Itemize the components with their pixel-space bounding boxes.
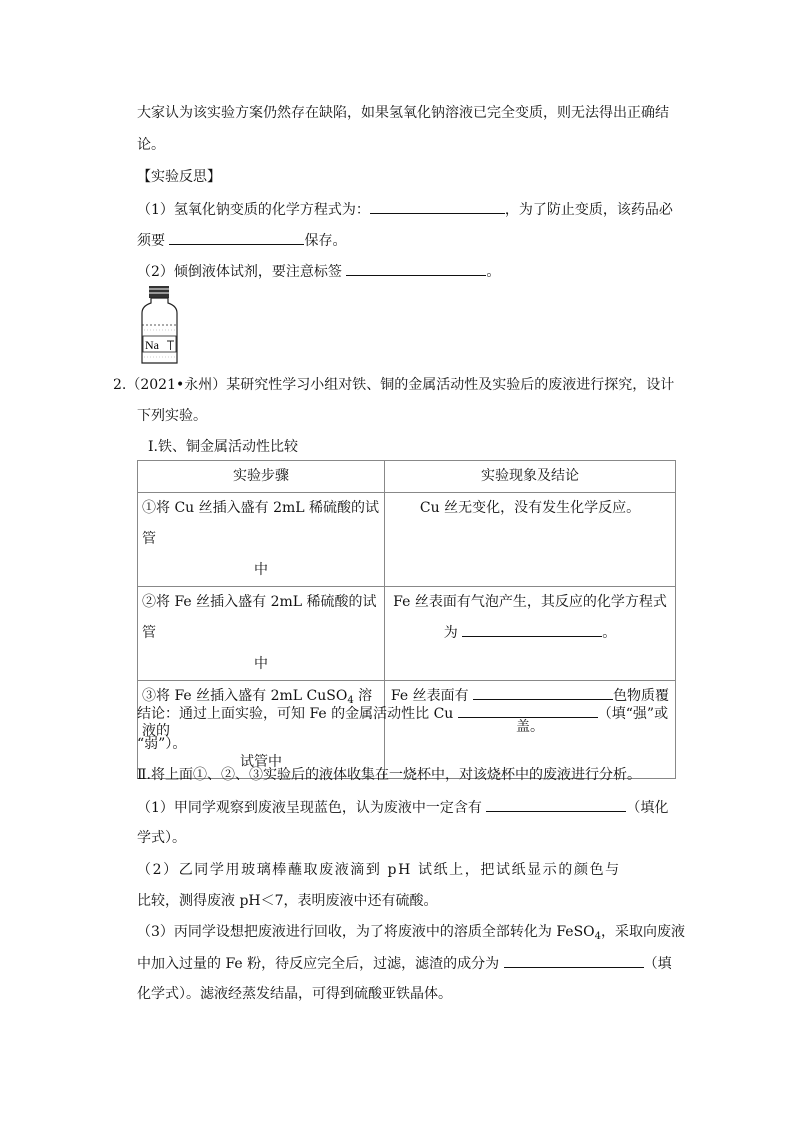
header-steps: 实验步骤 <box>138 461 385 493</box>
p2-line-2: 比较，测得废液 pH＜7，表明废液中还有硫酸。 <box>137 893 438 909</box>
p2-line-1: （2）乙同学用玻璃棒蘸取废液滴到 pH 试纸上，把试纸显示的颜色与 <box>137 862 621 878</box>
fe-equation-blank[interactable] <box>462 622 602 637</box>
p1-suffix: （填化 <box>626 800 669 816</box>
q1-prefix: （1）氢氧化钠变质的化学方程式为： <box>137 202 370 218</box>
q1-line2-prefix: 须要 <box>137 233 170 249</box>
row2-result-line-1: Fe 丝表面有气泡产生，其反应的化学方程式 <box>393 594 667 610</box>
row2-result-prefix: 为 <box>443 625 463 641</box>
p3-line2-suffix: （填 <box>643 956 672 972</box>
q2-intro-line-1: 2.（2021•永州）某研究性学习小组对铁、铜的金属活动性及实验后的废液进行探究，设计 <box>113 377 675 393</box>
row3-step <box>138 681 385 779</box>
table-row <box>138 493 676 587</box>
conclusion-line-2: “弱”）。 <box>137 736 187 752</box>
q1-middle: ，为了防止变质，该药品必 <box>504 202 673 218</box>
q2-label-blank[interactable] <box>346 261 486 276</box>
p3-line1-pre: （3）丙同学设想把废液进行回收，为了将废液中的溶质全部转化为 FeSO <box>137 924 595 940</box>
row3-result-prefix: Fe 丝表面有 <box>390 688 474 704</box>
reflection-q1-line-1 <box>137 199 673 220</box>
row3-step-line-2: 试管中 <box>240 754 282 770</box>
row1-step-line-1: ①将 Cu 丝插入盛有 2mL 稀硫酸的试管 <box>142 500 380 547</box>
reflection-header: 【实验反思】 <box>137 169 221 185</box>
row2-result <box>385 587 676 681</box>
p1-line-2: 学式）。 <box>137 830 186 846</box>
row1-step-line-2: 中 <box>254 562 268 578</box>
p3-residue-blank[interactable] <box>504 953 644 968</box>
row2-step-line-1: ②将 Fe 丝插入盛有 2mL 稀硫酸的试管 <box>142 594 377 641</box>
row3-step-pre: ③将 Fe 丝插入盛有 2mL CuSO <box>142 688 348 704</box>
reflection-q1-line-2 <box>137 230 346 251</box>
row3-step-subscript: 4 <box>347 695 354 706</box>
row2-step <box>138 587 385 681</box>
row3-result-line-2: 盖。 <box>516 719 544 735</box>
row3-result-suffix: 色物质覆 <box>613 688 670 704</box>
part-2-title: Ⅱ.将上面①、②、③实验后的液体收集在一烧杯中，对该烧杯中的废液进行分析。 <box>137 767 641 783</box>
q2-suffix: 。 <box>486 264 501 280</box>
row2-result-line-2 <box>389 618 671 649</box>
row1-result <box>385 493 676 587</box>
row3-result <box>385 681 676 779</box>
table-row <box>138 587 676 681</box>
experiment-table <box>137 460 676 779</box>
bottle-label-text: Na <box>145 338 159 352</box>
row3-step-post: 溶液的 <box>142 688 373 739</box>
bottle-body <box>142 298 177 363</box>
header-result: 实验现象及结论 <box>385 461 676 493</box>
reflection-q2 <box>137 261 500 282</box>
row2-result-suffix: 。 <box>602 625 617 641</box>
part-1-title: Ⅰ.铁、铜金属活动性比较 <box>148 439 298 455</box>
row2-step-line-2: 中 <box>254 656 268 672</box>
p3-line2-prefix: 中加入过量的 Fe 粉，待反应完全后，过滤，滤渣的成分为 <box>137 956 504 972</box>
continuation-line-2: 论。 <box>137 137 165 153</box>
continuation-line-1: 大家认为该实验方案仍然存在缺陷，如果氢氧化钠溶液已完全变质，则无法得出正确结 <box>137 105 669 121</box>
p1-prefix: （1）甲同学观察到废液呈现蓝色，认为废液中一定含有 <box>137 800 487 816</box>
q2-intro-line-2: 下列实验。 <box>137 408 207 424</box>
bottle-cap <box>149 286 169 298</box>
conclusion-blank[interactable] <box>458 703 598 718</box>
conclusion-suffix: （填“强”或 <box>597 706 669 722</box>
q1-storage-blank[interactable] <box>169 230 304 245</box>
table-row <box>138 681 676 779</box>
reagent-bottle-illustration <box>140 285 180 365</box>
p3-line-2 <box>137 953 672 974</box>
row1-step <box>138 493 385 587</box>
p3-line1-post: ，采取向废液 <box>601 924 686 940</box>
color-blank[interactable] <box>473 685 613 700</box>
p3-line1-subscript: 4 <box>594 931 602 942</box>
row1-result-line-1: Cu 丝无变化，没有发生化学反应。 <box>419 500 641 516</box>
p3-line-1 <box>137 922 685 947</box>
q1-equation-blank[interactable] <box>370 199 505 214</box>
q1-line2-suffix: 保存。 <box>304 233 347 249</box>
conclusion-line-1 <box>137 703 668 724</box>
q2-prefix: （2）倾倒液体试剂，要注意标签 <box>137 264 347 280</box>
conclusion-prefix: 结论：通过上面实验，可知 Fe 的金属活动性比 Cu <box>137 706 458 722</box>
p1-line-1 <box>137 797 668 818</box>
table-header-row <box>138 461 676 493</box>
p3-line-3: 化学式）。滤液经蒸发结晶，可得到硫酸亚铁晶体。 <box>137 986 452 1002</box>
p1-formula-blank[interactable] <box>486 797 626 812</box>
